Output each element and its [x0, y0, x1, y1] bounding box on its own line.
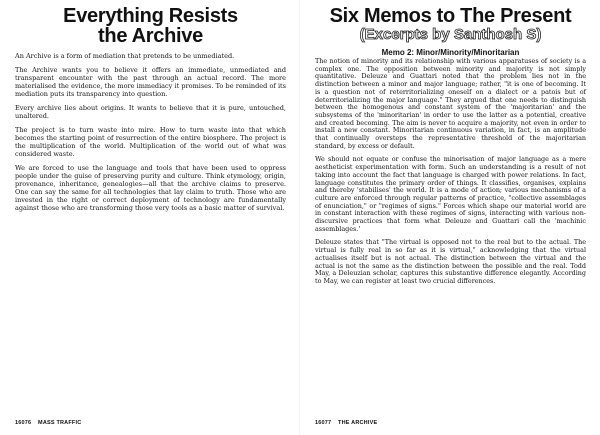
- paragraph: The notion of minority and its relationship with various apparatuses of society is a complex one. The opposition between minority and majority is not simply quantitative. Deleuze and Guattari noted that the problem lies not in the distinction between a minor and major language; rather, "it is one of becoming. It is a question not of reterritorializing oneself on a dialect or a patois but of deterritorializing the major language." They argued that one needs to distinguish between the homogenous and constant system of the 'majoritarian' and the subsystems of the 'minoritarian' in order to use the latter as a potential, creative and created becoming. The aim is never to acquire a majority, not even in order to install a new constant. Minoritarian continuous variation, in fact, is an amplitude that continually oversteps the representative threshold of the majoritarian standard, by excess or default.: [315, 57, 586, 150]
- paragraph: The project is to turn waste into mire. How to turn waste into that which becomes the starting point of resurrection of the entire biosphere. The project is the multiplication of the world. Multiplication of the world out of what was considered waste.: [15, 126, 286, 158]
- right-footer: [315, 420, 382, 426]
- paragraph: The Archive wants you to believe it offers an immediate, unmediated and transparent encounter with the past through an actual record. The more materialised the evidence, the more immediacy it promises. To be reminded of its mediation puts its transparency into question.: [15, 66, 286, 98]
- title-line-2: the Archive: [98, 25, 203, 47]
- page-number: 16076: [15, 420, 32, 426]
- title-line-1: Everything Resists: [63, 5, 238, 27]
- paragraph: We should not equate or confuse the minorisation of major language as a mere aestheticist experimentation with form. Such an understanding is a result of not taking into account the fact that language is charged with power relations. In fact, language constitutes the primary order of things. It classifies, organises, explains and thereby 'stabilises' the world. It is a mode of action; various mechanisms of a culture are enforced through regular patterns of practice, "collective assemblages of enunciation," or "regimes of signs." Forces which shape our material world are in constant interaction with these regimes of signs, interacting with various non-discursive practices that form what Deleuze and Guattari call the 'machinic assemblages.': [315, 155, 586, 233]
- paragraph: We are forced to use the language and tools that have been used to oppress people under the guise of preserving purity and culture. Think etymology, origin, provenance, inheritance, genealogies—all that the archive claims to preserve. One can say the same for all technologies that lay claim to truth. Those who are invested in the right or correct deployment of technology are fundamentally against those who are transforming those very tools as a basic matter of survival.: [15, 164, 286, 212]
- paragraph: An Archive is a form of mediation that pretends to be unmediated.: [15, 52, 235, 60]
- left-page-title: [15, 6, 286, 46]
- paragraph: Every archive lies about origins. It wants to believe that it is pure, untouched, unaltered.: [15, 104, 286, 120]
- left-footer: [15, 420, 86, 426]
- memo-heading: Memo 2: Minor/Minority/Minoritarian: [381, 48, 520, 57]
- right-page-subtitle: (Excerpts by Santhosh S): [359, 26, 542, 43]
- right-page: [300, 0, 600, 435]
- paragraph: Deleuze states that "The virtual is opposed not to the real but to the actual. The virtual is fully real in so far as it is virtual," acknowledging that the virtual actualises itself but is not actual. The distinction between the virtual and the actual is not the same as the distinction between the possible and the real. Todd May, a Deleuzian scholar, captures this substantive difference elegantly. According to May, we can register at least two crucial differences.: [315, 238, 586, 285]
- page-number: 16077: [315, 420, 332, 426]
- running-footer-label: MASS TRAFFIC: [38, 420, 82, 426]
- right-page-title: Six Memos to The Present: [329, 5, 572, 27]
- running-footer-label: THE ARCHIVE: [338, 420, 378, 426]
